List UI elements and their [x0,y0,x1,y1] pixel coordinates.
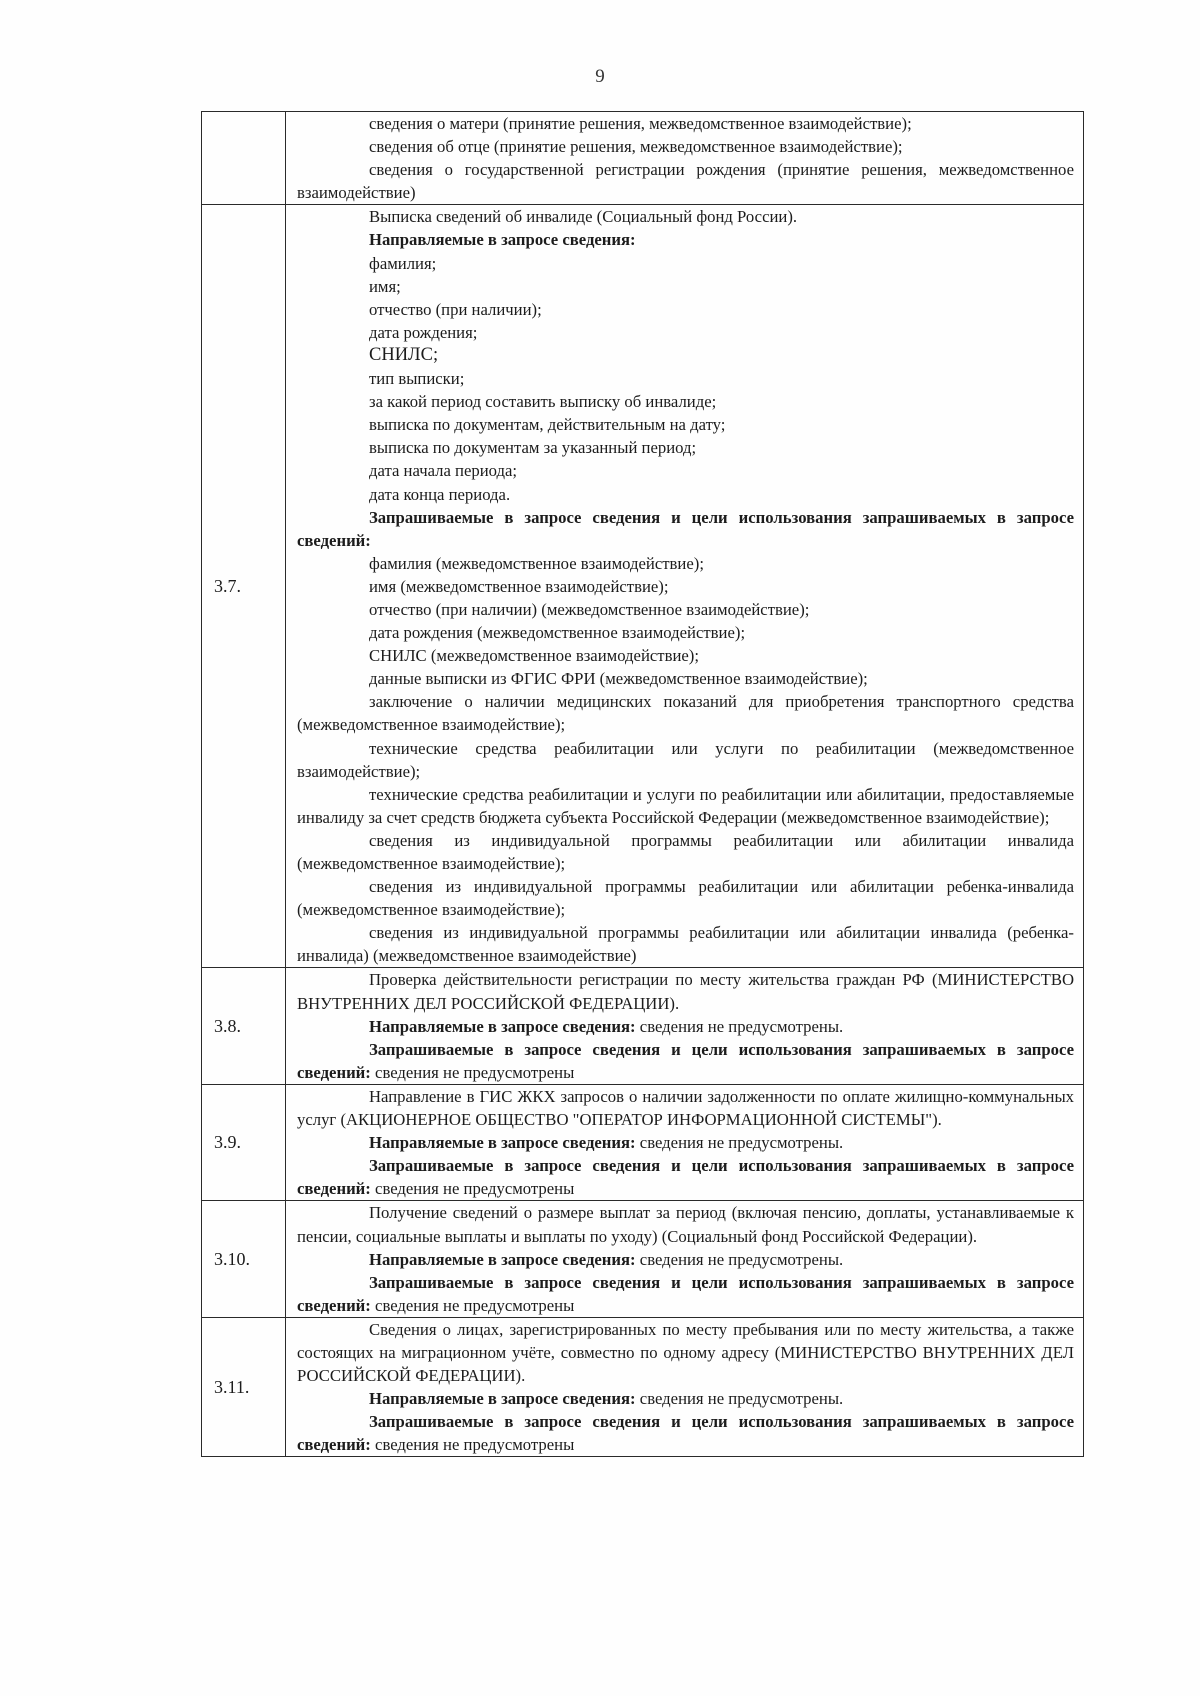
paragraph [297,1410,1074,1456]
bold-heading: Запрашиваемые в запросе сведения и цели использования запрашиваемых в запросе сведений: [297,507,1074,550]
paragraph: отчество (при наличии) (межведомственное взаимодействие); [369,599,810,619]
paragraph: Получение сведений о размере выплат за период (включая пенсию, доплаты, устанавливаемые к пенсии, социальные выплаты и выплаты по уходу) (Социальный фонд Российской Федерации). [297,1203,1074,1246]
bold-label: Запрашиваемые в запросе сведения и цели использования запрашиваемых в запросе сведений: [297,1412,1074,1455]
paragraph: выписка по документам, действительным на дату; [369,415,726,435]
paragraph: сведения из индивидуальной программы реабилитации или абилитации инвалида (ребенка-инвалида) (межведомственное взаимодействие) [297,923,1074,966]
paragraph: Сведения о лицах, зарегистрированных по месту пребывания или по месту жительства, а также состоящих на миграционном учёте, совместно по одному адресу (МИНИСТЕРСТВО ВНУТРЕННИХ ДЕЛ РОССИЙСКОЙ ФЕДЕРАЦИИ). [297,1319,1074,1386]
table-row [202,205,1084,968]
paragraph: Проверка действительности регистрации по месту жительства граждан РФ (МИНИСТЕРСТВО ВНУТРЕННИХ ДЕЛ РОССИЙСКОЙ ФЕДЕРАЦИИ). [297,970,1074,1013]
paragraph: дата рождения (межведомственное взаимодействие); [369,623,746,643]
paragraph: сведения из индивидуальной программы реабилитации или абилитации инвалида (межведомственное взаимодействие); [297,830,1074,873]
bold-label: Запрашиваемые в запросе сведения и цели использования запрашиваемых в запросе сведений: [297,1039,1074,1082]
paragraph-text: сведения не предусмотрены [370,1062,575,1082]
paragraph: технические средства реабилитации или услуги по реабилитации (межведомственное взаимодействие); [297,738,1074,781]
paragraph: СНИЛС (межведомственное взаимодействие); [369,646,699,666]
paragraph: имя; [369,276,401,296]
row-content [286,1084,1084,1200]
bold-label: Направляемые в запросе сведения: [369,1133,636,1153]
paragraph-text: сведения не предусмотрены [370,1179,575,1199]
paragraph: сведения из индивидуальной программы реабилитации или абилитации ребенка-инвалида (межведомственное взаимодействие); [297,877,1074,920]
paragraph: Направление в ГИС ЖКХ запросов о наличии задолженности по оплате жилищно-коммунальных услуг (АКЦИОНЕРНОЕ ОБЩЕСТВО "ОПЕРАТОР ИНФОРМАЦИОННОЙ СИСТЕМЫ"). [297,1086,1074,1130]
row-content [286,205,1084,968]
paragraph-text: сведения не предусмотрены [370,1295,575,1315]
bold-heading: Направляемые в запросе сведения: [369,230,636,250]
paragraph: дата рождения; [369,322,478,342]
paragraph: сведения о государственной регистрации рождения (принятие решения, межведомственное взаимодействие) [297,160,1074,203]
paragraph: дата начала периода; [369,461,518,481]
paragraph: СНИЛС; [369,344,439,365]
paragraph: заключение о наличии медицинских показаний для приобретения транспортного средства (межведомственное взаимодействие); [297,692,1074,735]
table-row [202,1317,1084,1457]
row-number: 3.8. [202,968,286,1084]
paragraph-text: сведения не предусмотрены [370,1435,575,1455]
bold-label: Направляемые в запросе сведения: [369,1389,636,1409]
paragraph: выписка по документам за указанный период; [369,438,697,458]
table-row [202,968,1084,1084]
paragraph-text: сведения не предусмотрены. [635,1389,844,1409]
page-number: 9 [595,66,605,87]
table-body [202,112,1084,1457]
paragraph: дата конца периода. [369,484,511,504]
paragraph [369,1248,1074,1271]
paragraph [297,506,1074,552]
row-number: 3.9. [202,1084,286,1200]
paragraph [369,1015,1074,1038]
row-number: 3.10. [202,1201,286,1317]
paragraph: сведения об отце (принятие решения, межведомственное взаимодействие); [369,137,903,157]
paragraph-text: сведения не предусмотрены. [635,1016,844,1036]
requirements-table [201,111,1084,1457]
row-content [286,112,1084,205]
row-content [286,968,1084,1084]
paragraph: имя (межведомственное взаимодействие); [369,576,669,596]
bold-label: Направляемые в запросе сведения: [369,1249,636,1269]
paragraph: технические средства реабилитации и услуги по реабилитации или абилитации, предоставляемые инвалиду за счет средств бюджета субъекта Российской Федерации (межведомственное взаимодействие); [297,784,1074,827]
paragraph: фамилия (межведомственное взаимодействие); [369,553,704,573]
bold-label: Запрашиваемые в запросе сведения и цели использования запрашиваемых в запросе сведений: [297,1156,1074,1199]
paragraph-text: сведения не предусмотрены. [635,1249,844,1269]
paragraph [369,228,1074,251]
table-row [202,1084,1084,1200]
paragraph: тип выписки; [369,369,465,389]
paragraph [369,1131,1074,1154]
paragraph-text: сведения не предусмотрены. [635,1133,844,1153]
paragraph [369,1387,1074,1410]
paragraph: фамилия; [369,253,437,273]
bold-label: Запрашиваемые в запросе сведения и цели использования запрашиваемых в запросе сведений: [297,1272,1074,1315]
table-row [202,1201,1084,1317]
table-row [202,112,1084,205]
paragraph [297,1154,1074,1200]
row-content [286,1201,1084,1317]
paragraph: за какой период составить выписку об инвалиде; [369,392,717,412]
paragraph: Выписка сведений об инвалиде (Социальный фонд России). [369,207,798,227]
paragraph [297,1038,1074,1084]
row-number: 3.7. [202,205,286,968]
paragraph: сведения о матери (принятие решения, межведомственное взаимодействие); [369,114,912,133]
paragraph: отчество (при наличии); [369,299,542,319]
row-content [286,1317,1084,1457]
row-number: 3.11. [202,1317,286,1457]
row-number [202,112,286,205]
bold-label: Направляемые в запросе сведения: [369,1016,636,1036]
paragraph: данные выписки из ФГИС ФРИ (межведомственное взаимодействие); [369,669,868,689]
paragraph [297,1271,1074,1317]
